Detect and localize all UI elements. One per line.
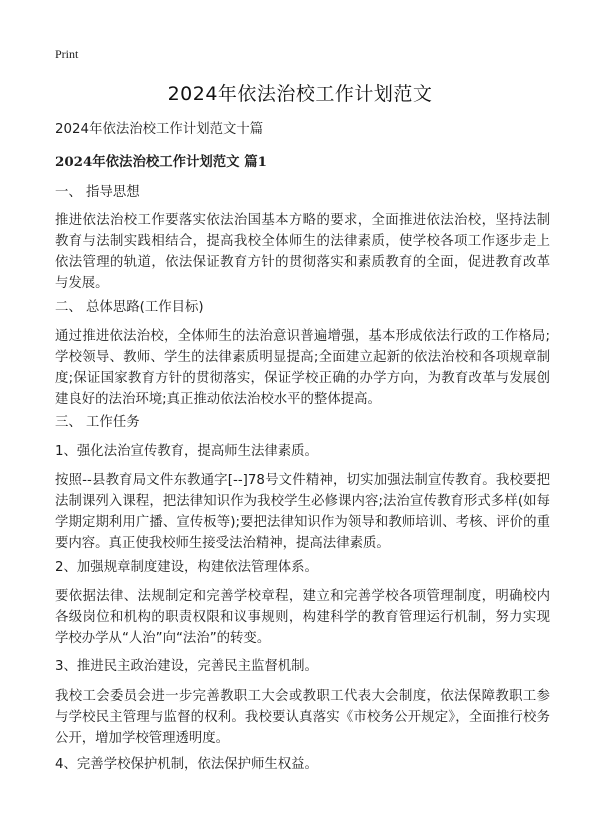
heading-guiding-thought: 一、 指导思想 <box>55 185 140 200</box>
task-3-heading: 3、推进民主政治建设，完善民主监督机制。 <box>55 659 318 674</box>
heading-overall-approach: 二、 总体思路(工作目标) <box>55 300 204 315</box>
paragraph-overall-approach: 通过推进依法治校，全体师生的法治意识普遍增强，基本形成依法行政的工作格局;学校领导、教师、学生的法律素质明显提高;全面建立起新的依法治校和各项规章制度;保证国家教育方针的贯彻落实，保证学校正确的办学方向，为教育改革与发展创建良好的法治环境;真正推动依法治校水平的整体提高。 <box>55 329 550 407</box>
task-1-paragraph: 按照--县教育局文件东教通字[--]78号文件精神，切实加强法制宣传教育。我校要把法制课列入课程，把法律知识作为我校学生必修课内容;法治宣传教育形式多样(如每学期定期利用广播、宣传板等);要把法律知识作为领导和教师培训、考核、评价的重要内容。真正使我校师生接受法治精神，提高法律素质。 <box>55 473 550 551</box>
document-title: 2024年依法治校工作计划范文 <box>167 83 433 105</box>
task-3-paragraph: 我校工会委员会进一步完善教职工大会或教职工代表大会制度，依法保障教职工参与学校民主管理与监督的权利。我校要认真落实《市校务公开规定》，全面推行校务公开，增加学校管理透明度。 <box>55 689 550 746</box>
task-1-heading: 1、强化法治宣传教育，提高师生法律素质。 <box>55 444 318 459</box>
task-2-paragraph: 要依据法律、法规制定和完善学校章程，建立和完善学校各项管理制度，明确校内各级岗位和机构的职责权限和议事规则，构建科学的教育管理运行机制，努力实现学校办学从“人治”向“法治”的转变。 <box>55 589 550 646</box>
document-subtitle: 2024年依法治校工作计划范文十篇 <box>55 122 264 137</box>
paragraph-guiding-thought: 推进依法治校工作要落实依法治国基本方略的要求，全面推进依法治校，坚持法制教育与法制实践相结合，提高我校全体师生的法律素质，使学校各项工作逐步走上依法管理的轨道，依法保证教育方针的贯彻落实和素质教育的全面，促进教育改革与发展。 <box>55 213 550 291</box>
section-title: 2024年依法治校工作计划范文 篇1 <box>55 154 267 170</box>
heading-work-tasks: 三、 工作任务 <box>55 415 140 430</box>
task-4-heading: 4、完善学校保护机制，依法保护师生权益。 <box>55 757 318 772</box>
print-label: Print <box>55 47 79 61</box>
task-2-heading: 2、加强规章制度建设，构建依法管理体系。 <box>55 560 318 575</box>
